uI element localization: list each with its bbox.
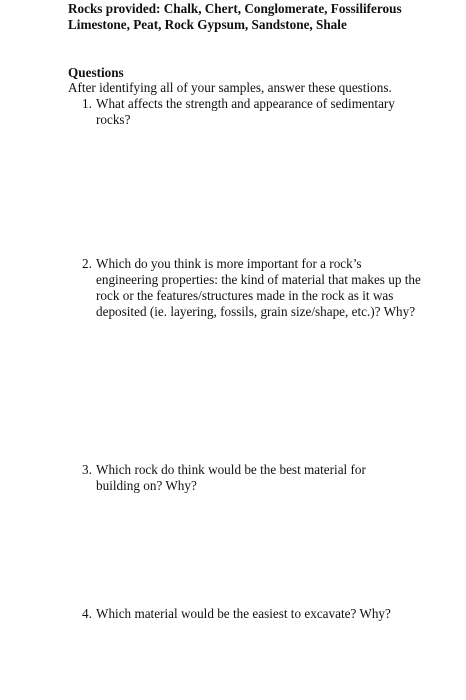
question-4: [82, 606, 422, 622]
question-text: Which rock do think would be the best material for building on? Why?: [96, 462, 366, 493]
question-3: [82, 462, 402, 494]
question-1: [82, 96, 422, 128]
question-text: What affects the strength and appearance of sedimentary rocks?: [96, 96, 395, 127]
question-number: 1.: [82, 96, 92, 111]
questions-heading: Questions: [68, 65, 124, 80]
questions-intro: After identifying all of your samples, answer these questions.: [68, 80, 392, 95]
question-number: 3.: [82, 462, 92, 477]
question-number: 2.: [82, 256, 92, 271]
rocks-provided-heading: Rocks provided: Chalk, Chert, Conglomerate, Fossiliferous Limestone, Peat, Rock Gypsum, Sandstone, Shale: [68, 1, 402, 32]
question-2: [82, 256, 422, 320]
question-text: Which material would be the easiest to excavate? Why?: [96, 606, 391, 621]
question-number: 4.: [82, 606, 92, 621]
question-text: Which do you think is more important for a rock’s engineering properties: the kind of material that makes up the rock or the features/structures made in the rock as it was deposited (ie. layering, fossils, grain size/shape, etc.)? Why?: [96, 256, 421, 319]
